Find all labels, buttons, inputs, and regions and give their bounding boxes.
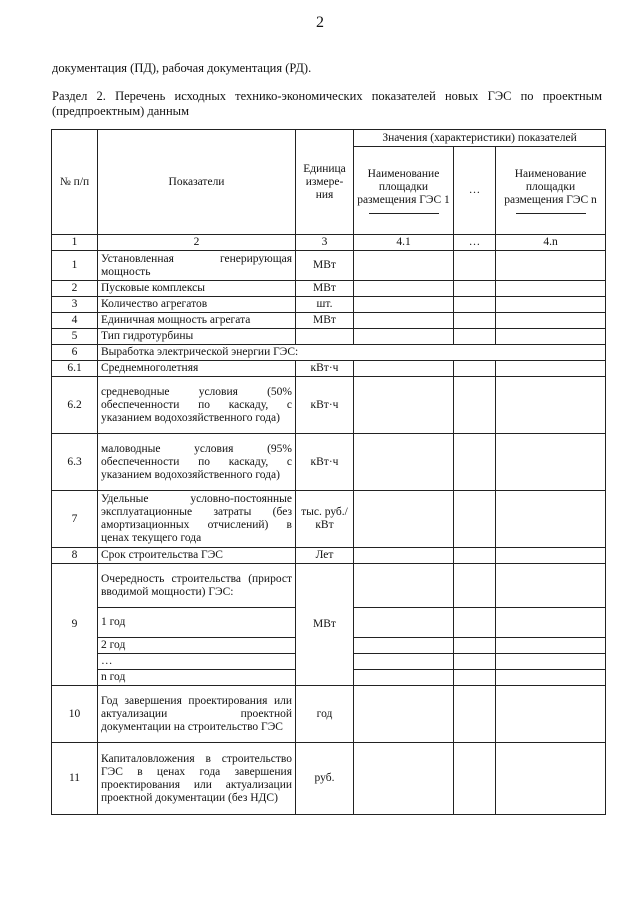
value-cell — [454, 491, 496, 548]
row-indicator: Единичная мощность агрегата — [98, 313, 296, 329]
value-cell — [454, 548, 496, 564]
value-cell — [496, 743, 606, 815]
row-num: 5 — [52, 329, 98, 345]
value-cell — [354, 377, 454, 434]
table-row — [52, 313, 606, 329]
table-row — [52, 329, 606, 345]
row-unit — [296, 329, 354, 345]
indicators-table — [51, 129, 606, 815]
row-indicator: средневодные условия (50% обеспеченности по каскаду, с указанием водохозяйственного года) — [98, 377, 296, 434]
value-cell — [496, 548, 606, 564]
value-cell — [354, 313, 454, 329]
value-cell — [496, 491, 606, 548]
row-indicator: Количество агрегатов — [98, 297, 296, 313]
row-unit: МВт — [296, 313, 354, 329]
value-cell — [354, 548, 454, 564]
row-unit: шт. — [296, 297, 354, 313]
row-unit: Лет — [296, 548, 354, 564]
table-row — [52, 345, 606, 361]
table-row — [52, 548, 606, 564]
value-cell — [454, 434, 496, 491]
value-cell — [496, 564, 606, 608]
row-unit: кВт·ч — [296, 361, 354, 377]
row-num: 3 — [52, 297, 98, 313]
value-cell — [454, 670, 496, 686]
row-subitem: 1 год — [98, 608, 296, 638]
value-cell — [496, 281, 606, 297]
value-cell — [454, 281, 496, 297]
value-cell — [496, 329, 606, 345]
header-site-1-label: Наименование площадки размещения ГЭС 1 — [357, 167, 450, 206]
value-cell — [454, 313, 496, 329]
row-indicator: Установленная генерирующая мощность — [98, 251, 296, 281]
column-number: 3 — [296, 235, 354, 251]
table-row — [52, 281, 606, 297]
header-site-1 — [354, 147, 454, 235]
row-indicator: Капиталовложения в строительство ГЭС в ценах года завершения проектирования или актуализации проектной документации (без НДС) — [98, 743, 296, 815]
value-cell — [454, 329, 496, 345]
table-row — [52, 686, 606, 743]
header-values-group: Значения (характеристики) показателей — [354, 130, 606, 147]
row-unit: кВт·ч — [296, 377, 354, 434]
value-cell — [496, 361, 606, 377]
header-site-1-underline — [369, 213, 439, 214]
column-number-row — [52, 235, 606, 251]
value-cell — [496, 686, 606, 743]
header-site-n-label: Наименование площадки размещения ГЭС n — [504, 167, 597, 206]
value-cell — [454, 377, 496, 434]
value-cell — [496, 297, 606, 313]
row-num: 6.2 — [52, 377, 98, 434]
value-cell — [454, 654, 496, 670]
intro-text: документация (ПД), рабочая документация (РД). — [52, 61, 312, 75]
row-indicator: Среднемноголетняя — [98, 361, 296, 377]
row-indicator: Срок строительства ГЭС — [98, 548, 296, 564]
value-cell — [496, 670, 606, 686]
header-indicator: Показатели — [98, 130, 296, 235]
value-cell — [354, 281, 454, 297]
value-cell — [454, 251, 496, 281]
table-row — [52, 361, 606, 377]
row-num: 6 — [52, 345, 98, 361]
row-unit: МВт — [296, 281, 354, 297]
row-indicator: Пусковые комплексы — [98, 281, 296, 297]
value-cell — [496, 377, 606, 434]
row-unit: тыс. руб./кВт — [296, 491, 354, 548]
header-site-n — [496, 147, 606, 235]
row-indicator: маловодные условия (95% обеспеченности по каскаду, с указанием водохозяйственного года) — [98, 434, 296, 491]
row-indicator: Очередность строительства (прирост вводимой мощности) ГЭС: — [98, 564, 296, 608]
value-cell — [354, 654, 454, 670]
row-num: 11 — [52, 743, 98, 815]
value-cell — [454, 743, 496, 815]
value-cell — [354, 670, 454, 686]
value-cell — [496, 313, 606, 329]
row-num: 4 — [52, 313, 98, 329]
column-number: 4.n — [496, 235, 606, 251]
value-cell — [354, 297, 454, 313]
value-cell — [354, 361, 454, 377]
header-num: № п/п — [52, 130, 98, 235]
row-unit: МВт — [296, 251, 354, 281]
value-cell — [496, 638, 606, 654]
value-cell — [354, 329, 454, 345]
row-unit: руб. — [296, 743, 354, 815]
row-subitem: n год — [98, 670, 296, 686]
value-cell — [354, 434, 454, 491]
column-number: 2 — [98, 235, 296, 251]
row-num: 1 — [52, 251, 98, 281]
value-cell — [354, 638, 454, 654]
table-row — [52, 434, 606, 491]
row-indicator: Тип гидротурбины — [98, 329, 296, 345]
value-cell — [454, 564, 496, 608]
column-number: … — [454, 235, 496, 251]
section-title: Раздел 2. Перечень исходных технико-экономических показателей новых ГЭС по проектным (предпроектным) данным — [52, 89, 602, 118]
header-site-n-underline — [516, 213, 586, 214]
value-cell — [496, 251, 606, 281]
row-unit: МВт — [296, 564, 354, 686]
row-num: 7 — [52, 491, 98, 548]
value-cell — [454, 608, 496, 638]
header-ellipsis: … — [454, 147, 496, 235]
row-num: 6.1 — [52, 361, 98, 377]
column-number: 4.1 — [354, 235, 454, 251]
header-unit: Единица измере-ния — [296, 130, 354, 235]
page-number: 2 — [316, 14, 324, 31]
value-cell — [454, 686, 496, 743]
row-indicator: Выработка электрической энергии ГЭС: — [98, 345, 606, 361]
value-cell — [354, 491, 454, 548]
value-cell — [496, 434, 606, 491]
table-row — [52, 564, 606, 608]
row-subitem: … — [98, 654, 296, 670]
table-row — [52, 251, 606, 281]
row-indicator: Удельные условно-постоянные эксплуатационные затраты (без амортизационных отчислений) в ценах текущего года — [98, 491, 296, 548]
value-cell — [354, 743, 454, 815]
table-row — [52, 297, 606, 313]
row-num: 6.3 — [52, 434, 98, 491]
row-num: 2 — [52, 281, 98, 297]
row-indicator: Год завершения проектирования или актуализации проектной документации на строительство ГЭС — [98, 686, 296, 743]
value-cell — [354, 564, 454, 608]
value-cell — [354, 251, 454, 281]
table-row — [52, 743, 606, 815]
value-cell — [454, 638, 496, 654]
row-num: 10 — [52, 686, 98, 743]
table-row — [52, 377, 606, 434]
value-cell — [354, 686, 454, 743]
value-cell — [354, 608, 454, 638]
row-unit: кВт·ч — [296, 434, 354, 491]
value-cell — [454, 297, 496, 313]
row-num: 8 — [52, 548, 98, 564]
value-cell — [454, 361, 496, 377]
value-cell — [496, 608, 606, 638]
row-subitem: 2 год — [98, 638, 296, 654]
table-row — [52, 491, 606, 548]
row-num: 9 — [52, 564, 98, 686]
row-unit: год — [296, 686, 354, 743]
column-number: 1 — [52, 235, 98, 251]
value-cell — [496, 654, 606, 670]
